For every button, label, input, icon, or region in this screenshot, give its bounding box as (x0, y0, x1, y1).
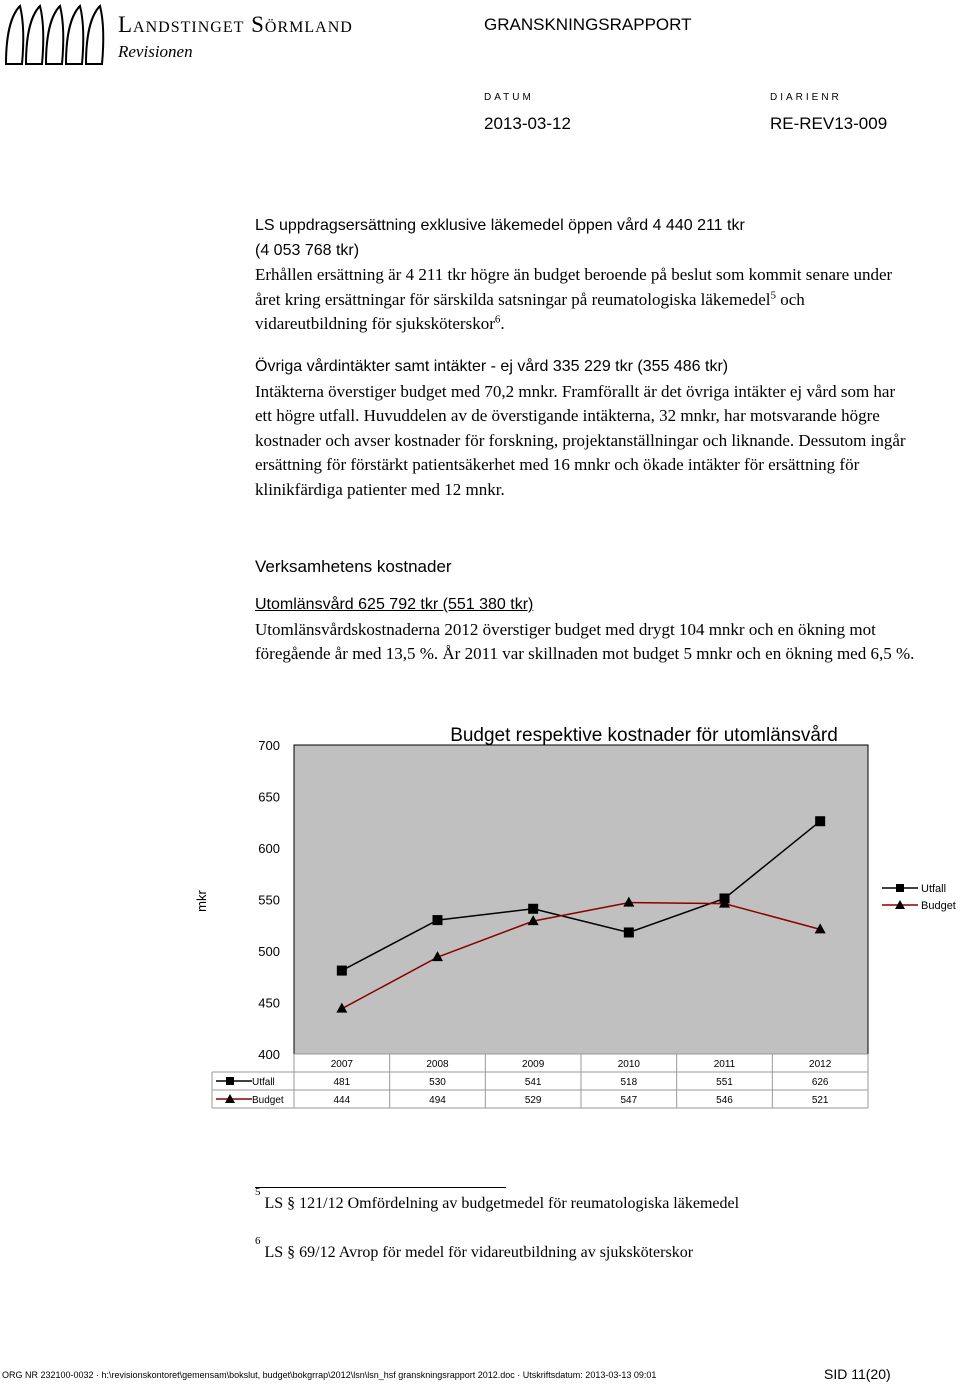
footnote-number: 5 (255, 1185, 261, 1198)
legend-label: Utfall (921, 883, 947, 895)
table-cell: 518 (620, 1077, 638, 1088)
footnote-6 (255, 1234, 694, 1262)
org-subtitle: Revisionen (118, 42, 193, 61)
landsting-logo-icon (2, 2, 110, 68)
table-cell: 547 (620, 1095, 638, 1106)
diarie-value: RE-REV13-009 (770, 114, 888, 133)
plot-area (294, 745, 868, 1054)
diarie-label: DIARIENR (770, 92, 842, 103)
y-tick-label: 450 (258, 995, 280, 1011)
section-utomlansvard (255, 593, 915, 667)
footnote-text: LS § 121/12 Omfördelning av budgetmedel för reumatologiska läkemedel (264, 1195, 740, 1212)
section-paragraph: Utomlänsvårdskostnaderna 2012 överstiger budget med drygt 104 mnkr och en ökning mot föregående år med 13,5 %. År 2011 var skillnaden mot budget 5 mnkr och en ökning med 6,5 %. (255, 619, 915, 663)
table-cell: 481 (333, 1077, 351, 1088)
chart-title: Budget respektive kostnader för utomlänsvård (450, 725, 838, 746)
table-cell: 551 (716, 1077, 733, 1088)
y-tick-label: 500 (258, 944, 280, 959)
y-tick-label: 700 (258, 738, 280, 753)
y-tick-label: 650 (258, 789, 280, 805)
table-row-label: Utfall (252, 1077, 275, 1088)
footnote-ref-6[interactable]: 6 (494, 313, 501, 326)
table-legend-marker (226, 1077, 234, 1085)
section-heading-line2: (4 053 768 tkr) (255, 241, 360, 259)
footer-document-path: ORG NR 232100-0032 · h:\revisionskontoret\gemensam\bokslut, budget\bokgrrap\2012\lsn\lsn_hsf granskningsrapport 2012.doc · Utskriftsdatum: 2013-03-13 09:01 (2, 1370, 657, 1380)
table-year: 2008 (426, 1059, 449, 1070)
chart-data-table (212, 1054, 868, 1108)
section-ovriga-vardintakter (255, 355, 915, 502)
table-year: 2011 (713, 1059, 736, 1070)
legend-label: Budget (921, 900, 956, 912)
section-heading: Övriga vårdintäkter samt intäkter - ej vård 335 229 tkr (355 486 tkr) (255, 358, 729, 375)
section-title-kostnader: Verksamhetens kostnader (255, 557, 452, 576)
table-cell: 529 (524, 1095, 542, 1106)
data-point (337, 966, 347, 976)
table-cell: 626 (811, 1077, 829, 1088)
paragraph-text: . (500, 314, 505, 333)
footnote-5 (255, 1185, 740, 1213)
data-point (528, 904, 538, 914)
table-year: 2009 (522, 1059, 545, 1070)
section-uppdragsersattning (255, 214, 915, 337)
y-tick-label: 550 (258, 892, 280, 908)
data-point (433, 915, 443, 925)
page-number: SID 11(20) (824, 1366, 891, 1382)
data-point (815, 816, 825, 826)
y-axis-label: mkr (194, 890, 209, 912)
section-heading: Utomlänsvård 625 792 tkr (551 380 tkr) (255, 596, 534, 613)
table-cell: 494 (429, 1095, 446, 1106)
footnote-ref-5[interactable]: 5 (770, 288, 776, 301)
date-value: 2013-03-12 (484, 114, 571, 133)
legend-marker (896, 884, 904, 892)
footnote-separator (255, 1187, 506, 1188)
date-label: DATUM (484, 92, 534, 103)
table-year: 2007 (330, 1059, 353, 1070)
y-axis-ticks (258, 738, 280, 1062)
section-paragraph (255, 263, 915, 337)
section-heading-line1: LS uppdragsersättning exklusive läkemedel öppen vård 4 440 211 tkr (255, 217, 745, 234)
table-cell: 521 (811, 1095, 829, 1106)
table-cell: 546 (716, 1095, 733, 1106)
paragraph-text: och vidareutbildning för sjuksköterskor (255, 289, 805, 333)
chart-svg (194, 715, 956, 1115)
paragraph-text: Erhållen ersättning är 4 211 tkr högre än budget beroende på beslut som kommit senare under året kring ersättningar för särskilda satsningar på reumatologiska läkemedel (255, 265, 893, 309)
chart-legend (882, 883, 956, 912)
chart-utomlansvard (194, 715, 956, 1115)
section-paragraph: Intäkterna överstiger budget med 70,2 mnkr. Framförallt är det övriga intäkter ej vård som har ett högre utfall. Huvuddelen av de överstigande intäkterna, 32 mnkr, har motsvarande högre kostnader och avser kostnader för forskning, projektanställningar och liknande. Dessutom ingår ersättning för förstärkt patientsäkerhet med 16 mnkr och ökade intäkter för ersättning för klinikfärdiga patienter med 12 mnkr. (255, 381, 906, 499)
y-tick-label: 400 (258, 1047, 280, 1062)
footnote-text: LS § 69/12 Avrop för medel för vidareutbildning av sjuksköterskor (264, 1244, 694, 1261)
report-type: GRANSKNINGSRAPPORT (484, 15, 692, 34)
table-year: 2012 (809, 1059, 832, 1070)
table-year: 2010 (617, 1059, 640, 1070)
table-row-label: Budget (252, 1095, 284, 1106)
data-point (624, 927, 634, 937)
table-cell: 541 (524, 1077, 542, 1088)
org-name: Landstinget Sörmland (118, 12, 353, 37)
table-cell: 444 (333, 1095, 351, 1106)
y-tick-label: 600 (258, 841, 280, 856)
table-cell: 530 (429, 1077, 446, 1088)
footnote-number: 6 (255, 1234, 261, 1247)
